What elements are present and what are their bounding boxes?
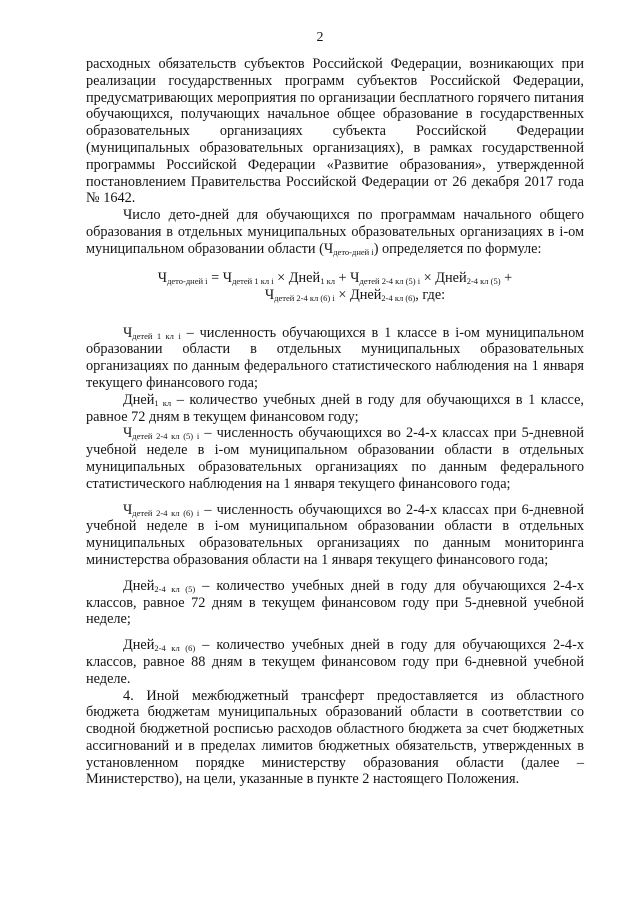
formula-operator: , где:: [415, 286, 446, 303]
intro-paragraph: расходных обязательств субъектов Российской Федерации, возникающих при реализации государственных программ субъектов Российской Федерации, предусматривающих мероприятия по организации бесплатного горячего питания обучающихся, получающих начальное общее образование в государственных образовательных организациях субъекта Российской Федерации (муниципальных образовательных организациях), в рамках государственной программы Российской Федерации «Развитие образования», утвержденной постановлением Правительства Российской Федерации от 26 декабря 2017 года № 1642.: [86, 56, 584, 207]
count-intro-text: Число дето-дней для обучающихся по программам начального общего образования в отдельных муниципальных образовательных организациях в i-ом муниципальном образовании области (Ч: [86, 207, 584, 257]
formula-subscript: детей 2-4 кл (6) i: [274, 292, 335, 303]
clause-4-paragraph: 4. Иной межбюджетный трансферт предоставляется из областного бюджета бюджетам муниципальных образований области в соответствии со сводной бюджетной росписью расходов областного бюджета за счет бюджетных ассигнований и в пределах лимитов бюджетных обязательств, утвержденных в установленном порядке министерству образования области (далее – Министерство), на цели, указанные в пункте 2 настоящего Положения.: [86, 687, 584, 788]
definition-text: – численность обучающихся во 2-4-х классах при 6-дневной учебной неделе в i-ом муниципальном образовании области в отдельных муниципальных образовательных организациях по данным мониторинга министерства образования области на 1 января текущего финансового года;: [86, 501, 585, 568]
definition-item: [86, 502, 584, 569]
definition-symbol: Ч: [123, 425, 133, 442]
formula-term: Ч: [222, 269, 233, 286]
formula-term: Ч: [264, 286, 275, 303]
formula-term: Дней: [435, 269, 467, 286]
definition-symbol: Дней: [123, 637, 155, 654]
formula-operator: ×: [273, 269, 289, 286]
formula-subscript: 2-4 кл (6): [381, 292, 416, 303]
count-intro-subscript: дето-дней i: [333, 246, 374, 257]
count-intro-text-end: ) определяется по формуле:: [373, 240, 542, 257]
definition-subscript: детей 2-4 кл (5) i: [132, 431, 200, 442]
formula-term: Дней: [349, 286, 382, 303]
definition-item: [86, 425, 584, 492]
definition-subscript: 1 кл: [154, 397, 172, 408]
formula-subscript: 1 кл: [320, 275, 335, 286]
definition-symbol: Дней: [123, 577, 155, 594]
formula-operator: ×: [420, 269, 436, 286]
definition-text: – численность обучающихся во 2-4-х классах при 5-дневной учебной неделе в i-ом муниципальном образовании области в отдельных муниципальных образовательных организациях по данным федерального статистического наблюдения на 1 января текущего финансового года;: [86, 425, 585, 492]
formula-operator: =: [207, 269, 223, 286]
definition-symbol: Дней: [123, 391, 155, 408]
definition-subscript: 2-4 кл (5): [154, 583, 196, 594]
definition-subscript: 2-4 кл (6): [154, 643, 196, 654]
formula-term: Дней: [288, 269, 321, 286]
definition-item: [86, 325, 584, 392]
definition-item: [86, 578, 584, 628]
definition-item: [86, 392, 584, 426]
count-intro-paragraph: [86, 207, 584, 257]
formula-subscript: детей 2-4 кл (5) i: [359, 275, 421, 286]
formula: [86, 270, 584, 304]
definition-item: [86, 637, 584, 687]
document-body: [86, 56, 584, 788]
formula-subscript: детей 1 кл i: [232, 275, 274, 286]
formula-operator: +: [500, 269, 513, 286]
definition-subscript: детей 2-4 кл (6) i: [132, 507, 200, 518]
definition-subscript: детей 1 кл i: [132, 330, 181, 341]
formula-subscript: 2-4 кл (5): [466, 275, 501, 286]
formula-operator: ×: [334, 286, 350, 303]
formula-operator: +: [334, 269, 351, 286]
definition-text: – количество учебных дней в году для обучающихся в 1 классе, равное 72 дням в текущем финансовом году;: [86, 391, 585, 425]
definition-text: – количество учебных дней в году для обучающихся 2-4-х классов, равное 72 дням в текущем финансовом году при 5-дневной учебной неделе;: [86, 577, 584, 628]
definition-text: – количество учебных дней в году для обучающихся 2-4-х классов, равное 88 дням в текущем финансовом году при 6-дневной учебной неделе.: [86, 637, 584, 687]
page-number: 2: [316, 30, 324, 45]
formula-subscript: дето-дней i: [167, 275, 208, 286]
definition-text: – численность обучающихся в 1 классе в i-ом муниципальном образовании области в отдельных муниципальных образовательных организациях по данным федерального статистического наблюдения на 1 января текущего финансового года;: [86, 324, 584, 391]
formula-term: Ч: [157, 269, 168, 286]
definition-symbol: Ч: [123, 501, 133, 518]
formula-line-2: [86, 287, 584, 304]
formula-term: Ч: [350, 269, 360, 286]
definition-symbol: Ч: [123, 324, 133, 341]
